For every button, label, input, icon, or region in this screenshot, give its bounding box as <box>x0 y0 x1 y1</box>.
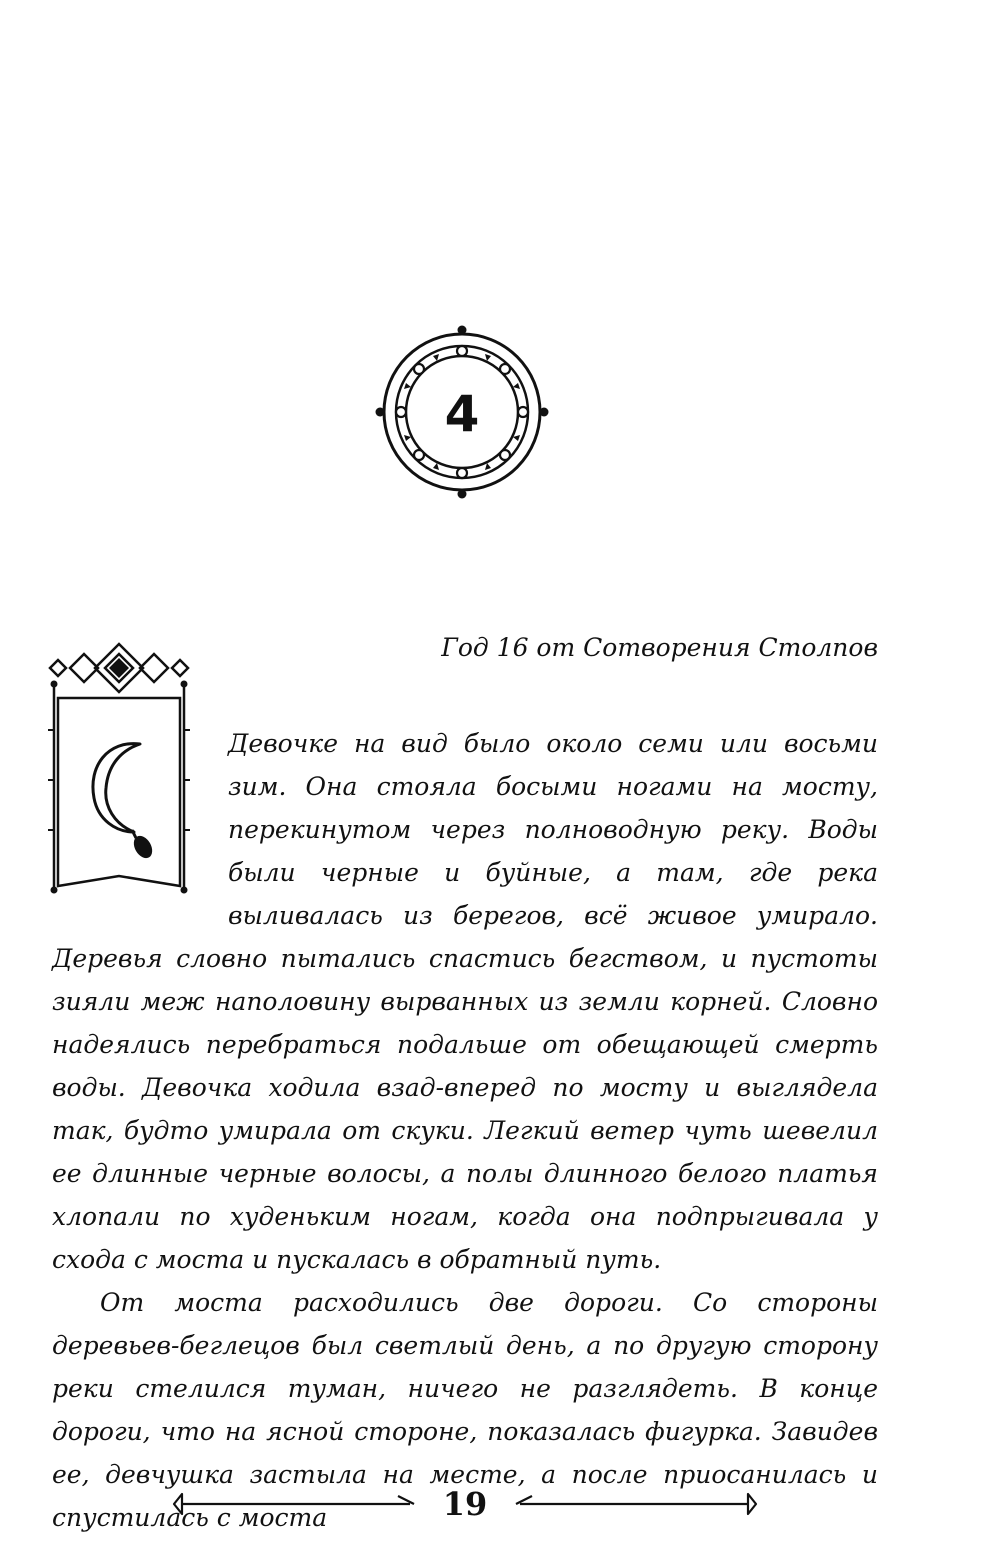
drop-ornament-spacer <box>52 722 228 912</box>
chapter-epigraph: Год 16 от Сотворения Столпов <box>441 633 878 662</box>
right-arrow-ornament-icon <box>510 1486 760 1522</box>
chapter-body-text <box>52 722 878 1539</box>
body-paragraph: От моста расходились две дороги. Со стороны деревьев-беглецов был светлый день, а по другую сторону реки стелился туман, ничего не разглядеть. В конце дороги, что на ясной стороне, показалась фигурка. Завидев ее, девчушка застыла на месте, а после приосанилась и спустилась с моста <box>52 1288 878 1532</box>
chapter-number: 4 <box>444 385 480 443</box>
page-number: 19 <box>442 1485 488 1523</box>
body-paragraph: Девочке на вид было около семи или восьми зим. Она стояла босыми ногами на мосту, перекинутом через полноводную реку. Воды были черные и буйные, а там, где река выливалась из берегов, всё живое умирало. Деревья словно пытались спастись бегством, и пустоты зияли меж наполовину вырванных из земли корней. Словно надеялись перебраться подальше от обещающей смерть воды. Девочка ходила взад-вперед по мосту и выглядела так, будто умирала от скуки. Легкий ветер чуть шевелил ее длинные черные волосы, а полы длинного белого платья хлопали по худеньким ногам, когда она подпрыгивала у схода с моста и пускалась в обратный путь. <box>52 729 878 1274</box>
page-footer <box>170 1474 760 1534</box>
